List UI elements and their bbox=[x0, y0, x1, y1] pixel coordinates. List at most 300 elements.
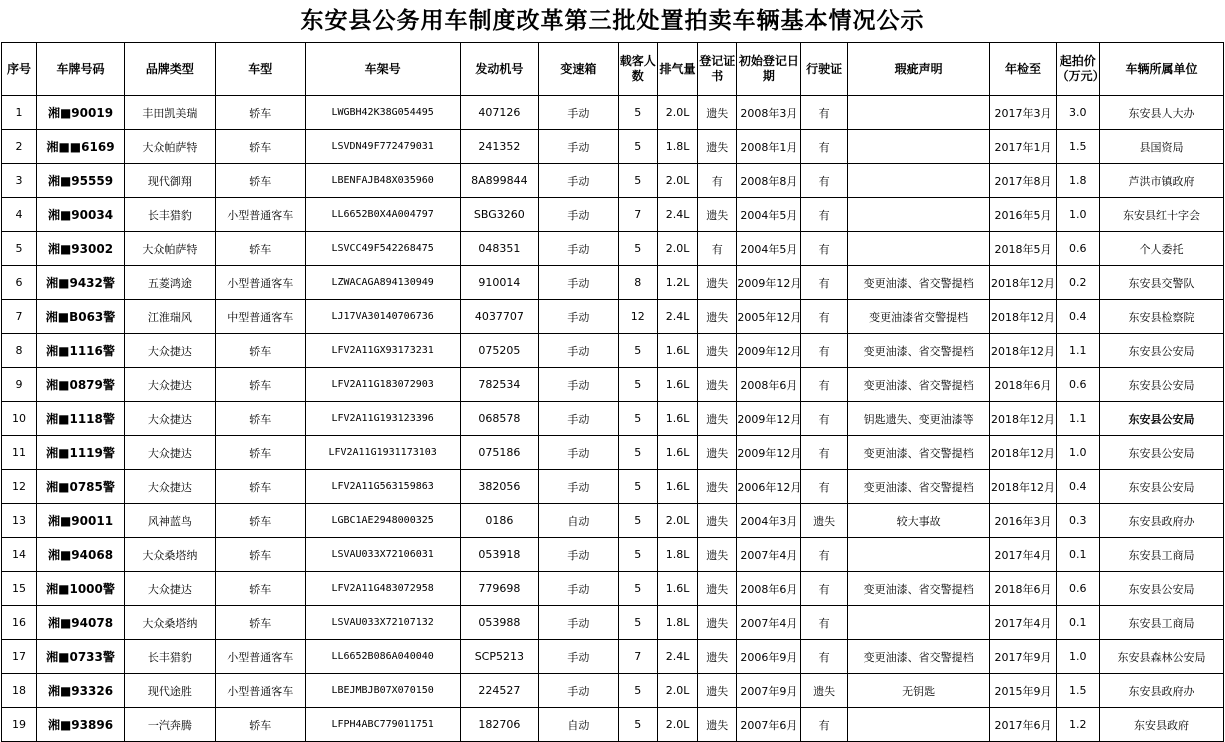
cell-plate: 湘■90011 bbox=[37, 504, 125, 538]
cell-displacement: 1.8L bbox=[657, 606, 697, 640]
cell-vehicle-type: 中型普通客车 bbox=[215, 300, 305, 334]
cell-engine-no: 241352 bbox=[460, 130, 539, 164]
cell-displacement: 2.4L bbox=[657, 300, 697, 334]
cell-seats: 5 bbox=[618, 572, 657, 606]
table-row bbox=[2, 674, 1224, 708]
table-row bbox=[2, 504, 1224, 538]
cell-first-registration-date: 2004年3月 bbox=[737, 504, 801, 538]
cell-displacement: 1.6L bbox=[657, 470, 697, 504]
cell-serial: 6 bbox=[2, 266, 37, 300]
cell-seats: 5 bbox=[618, 436, 657, 470]
cell-owner-unit: 东安县公安局 bbox=[1099, 470, 1223, 504]
cell-inspection-until: 2017年4月 bbox=[990, 606, 1056, 640]
cell-inspection-until: 2017年4月 bbox=[990, 538, 1056, 572]
cell-serial: 4 bbox=[2, 198, 37, 232]
cell-vehicle-type: 轿车 bbox=[215, 606, 305, 640]
cell-driving-license: 有 bbox=[801, 436, 847, 470]
cell-driving-license: 有 bbox=[801, 368, 847, 402]
cell-driving-license: 有 bbox=[801, 708, 847, 742]
cell-transmission: 自动 bbox=[539, 708, 619, 742]
cell-serial: 3 bbox=[2, 164, 37, 198]
cell-starting-price: 1.0 bbox=[1056, 640, 1099, 674]
cell-vin: LSVAU033X72106031 bbox=[305, 538, 460, 572]
cell-starting-price: 0.4 bbox=[1056, 300, 1099, 334]
cell-brand: 大众桑塔纳 bbox=[124, 606, 215, 640]
cell-displacement: 2.0L bbox=[657, 96, 697, 130]
cell-displacement: 2.0L bbox=[657, 674, 697, 708]
cell-owner-unit: 东安县公安局 bbox=[1099, 572, 1223, 606]
cell-serial: 19 bbox=[2, 708, 37, 742]
cell-registration-cert: 遗失 bbox=[698, 708, 737, 742]
cell-transmission: 手动 bbox=[539, 436, 619, 470]
cell-inspection-until: 2018年6月 bbox=[990, 368, 1056, 402]
cell-first-registration-date: 2007年4月 bbox=[737, 538, 801, 572]
cell-displacement: 1.6L bbox=[657, 368, 697, 402]
cell-first-registration-date: 2008年6月 bbox=[737, 572, 801, 606]
cell-starting-price: 0.4 bbox=[1056, 470, 1099, 504]
cell-engine-no: 4037707 bbox=[460, 300, 539, 334]
cell-vehicle-type: 小型普通客车 bbox=[215, 266, 305, 300]
cell-seats: 5 bbox=[618, 164, 657, 198]
table-row bbox=[2, 164, 1224, 198]
cell-driving-license: 有 bbox=[801, 334, 847, 368]
header-vehicle-type: 车型 bbox=[215, 43, 305, 96]
cell-brand: 大众捷达 bbox=[124, 402, 215, 436]
cell-seats: 8 bbox=[618, 266, 657, 300]
cell-serial: 15 bbox=[2, 572, 37, 606]
cell-vin: LBENFAJB48X035960 bbox=[305, 164, 460, 198]
header-engine-no: 发动机号 bbox=[460, 43, 539, 96]
cell-serial: 16 bbox=[2, 606, 37, 640]
cell-inspection-until: 2018年12月 bbox=[990, 334, 1056, 368]
cell-registration-cert: 遗失 bbox=[698, 368, 737, 402]
header-starting-price: 起拍价（万元） bbox=[1056, 43, 1099, 96]
cell-seats: 7 bbox=[618, 640, 657, 674]
cell-serial: 17 bbox=[2, 640, 37, 674]
cell-engine-no: 075205 bbox=[460, 334, 539, 368]
cell-displacement: 2.0L bbox=[657, 164, 697, 198]
cell-engine-no: 910014 bbox=[460, 266, 539, 300]
cell-inspection-until: 2018年5月 bbox=[990, 232, 1056, 266]
cell-defect-statement: 变更油漆、省交警提档 bbox=[847, 436, 990, 470]
cell-defect-statement bbox=[847, 164, 990, 198]
cell-vehicle-type: 轿车 bbox=[215, 470, 305, 504]
cell-driving-license: 有 bbox=[801, 198, 847, 232]
table-row bbox=[2, 198, 1224, 232]
cell-serial: 5 bbox=[2, 232, 37, 266]
cell-plate: 湘■1116警 bbox=[37, 334, 125, 368]
cell-plate: 湘■1119警 bbox=[37, 436, 125, 470]
cell-owner-unit: 东安县工商局 bbox=[1099, 538, 1223, 572]
cell-inspection-until: 2018年12月 bbox=[990, 266, 1056, 300]
cell-transmission: 自动 bbox=[539, 504, 619, 538]
cell-defect-statement: 变更油漆、省交警提档 bbox=[847, 640, 990, 674]
cell-registration-cert: 遗失 bbox=[698, 266, 737, 300]
cell-transmission: 手动 bbox=[539, 334, 619, 368]
cell-vehicle-type: 轿车 bbox=[215, 368, 305, 402]
cell-first-registration-date: 2007年9月 bbox=[737, 674, 801, 708]
cell-vin: LFPH4ABC779011751 bbox=[305, 708, 460, 742]
cell-seats: 5 bbox=[618, 96, 657, 130]
cell-seats: 5 bbox=[618, 232, 657, 266]
cell-engine-no: 382056 bbox=[460, 470, 539, 504]
cell-driving-license: 有 bbox=[801, 232, 847, 266]
cell-transmission: 手动 bbox=[539, 164, 619, 198]
cell-defect-statement: 变更油漆、省交警提档 bbox=[847, 572, 990, 606]
header-serial: 序号 bbox=[2, 43, 37, 96]
cell-serial: 9 bbox=[2, 368, 37, 402]
cell-transmission: 手动 bbox=[539, 572, 619, 606]
cell-vin: LGBC1AE2948000325 bbox=[305, 504, 460, 538]
cell-owner-unit: 东安县人大办 bbox=[1099, 96, 1223, 130]
cell-seats: 5 bbox=[618, 130, 657, 164]
cell-inspection-until: 2017年8月 bbox=[990, 164, 1056, 198]
cell-registration-cert: 遗失 bbox=[698, 402, 737, 436]
cell-starting-price: 3.0 bbox=[1056, 96, 1099, 130]
cell-transmission: 手动 bbox=[539, 606, 619, 640]
cell-driving-license: 有 bbox=[801, 470, 847, 504]
cell-vin: LWGBH42K38G054495 bbox=[305, 96, 460, 130]
cell-vin: LSVCC49F542268475 bbox=[305, 232, 460, 266]
cell-defect-statement bbox=[847, 96, 990, 130]
cell-vin: LFV2A11GX93173231 bbox=[305, 334, 460, 368]
cell-engine-no: 779698 bbox=[460, 572, 539, 606]
cell-vehicle-type: 小型普通客车 bbox=[215, 674, 305, 708]
cell-owner-unit: 东安县政府 bbox=[1099, 708, 1223, 742]
cell-brand: 现代御翔 bbox=[124, 164, 215, 198]
cell-first-registration-date: 2005年12月 bbox=[737, 300, 801, 334]
cell-vehicle-type: 轿车 bbox=[215, 96, 305, 130]
cell-registration-cert: 遗失 bbox=[698, 572, 737, 606]
cell-starting-price: 1.2 bbox=[1056, 708, 1099, 742]
cell-inspection-until: 2017年9月 bbox=[990, 640, 1056, 674]
cell-defect-statement bbox=[847, 538, 990, 572]
table-row bbox=[2, 572, 1224, 606]
cell-first-registration-date: 2009年12月 bbox=[737, 334, 801, 368]
cell-inspection-until: 2018年12月 bbox=[990, 300, 1056, 334]
cell-transmission: 手动 bbox=[539, 266, 619, 300]
cell-inspection-until: 2015年9月 bbox=[990, 674, 1056, 708]
table-row bbox=[2, 368, 1224, 402]
cell-registration-cert: 遗失 bbox=[698, 470, 737, 504]
cell-owner-unit: 东安县检察院 bbox=[1099, 300, 1223, 334]
cell-inspection-until: 2017年1月 bbox=[990, 130, 1056, 164]
cell-plate: 湘■B063警 bbox=[37, 300, 125, 334]
cell-defect-statement bbox=[847, 130, 990, 164]
cell-first-registration-date: 2004年5月 bbox=[737, 232, 801, 266]
cell-first-registration-date: 2009年12月 bbox=[737, 436, 801, 470]
cell-starting-price: 1.8 bbox=[1056, 164, 1099, 198]
cell-starting-price: 0.1 bbox=[1056, 538, 1099, 572]
cell-transmission: 手动 bbox=[539, 470, 619, 504]
cell-registration-cert: 遗失 bbox=[698, 130, 737, 164]
cell-plate: 湘■1118警 bbox=[37, 402, 125, 436]
cell-brand: 江淮瑞风 bbox=[124, 300, 215, 334]
cell-brand: 长丰猎豹 bbox=[124, 640, 215, 674]
cell-registration-cert: 遗失 bbox=[698, 300, 737, 334]
cell-defect-statement bbox=[847, 198, 990, 232]
cell-transmission: 手动 bbox=[539, 368, 619, 402]
cell-starting-price: 1.0 bbox=[1056, 198, 1099, 232]
table-row bbox=[2, 470, 1224, 504]
cell-vin: LL6652B0X4A004797 bbox=[305, 198, 460, 232]
cell-seats: 5 bbox=[618, 708, 657, 742]
cell-displacement: 2.0L bbox=[657, 232, 697, 266]
cell-plate: 湘■94078 bbox=[37, 606, 125, 640]
cell-plate: 湘■93326 bbox=[37, 674, 125, 708]
table-row bbox=[2, 232, 1224, 266]
cell-displacement: 2.0L bbox=[657, 708, 697, 742]
cell-brand: 大众捷达 bbox=[124, 368, 215, 402]
cell-first-registration-date: 2009年12月 bbox=[737, 266, 801, 300]
cell-engine-no: 182706 bbox=[460, 708, 539, 742]
cell-owner-unit: 东安县森林公安局 bbox=[1099, 640, 1223, 674]
cell-vehicle-type: 轿车 bbox=[215, 164, 305, 198]
cell-displacement: 1.8L bbox=[657, 538, 697, 572]
header-owner-unit: 车辆所属单位 bbox=[1099, 43, 1223, 96]
cell-brand: 大众帕萨特 bbox=[124, 130, 215, 164]
cell-driving-license: 有 bbox=[801, 164, 847, 198]
cell-serial: 11 bbox=[2, 436, 37, 470]
cell-starting-price: 1.5 bbox=[1056, 130, 1099, 164]
cell-owner-unit: 芦洪市镇政府 bbox=[1099, 164, 1223, 198]
cell-engine-no: 224527 bbox=[460, 674, 539, 708]
cell-owner-unit: 东安县公安局 bbox=[1099, 436, 1223, 470]
cell-driving-license: 有 bbox=[801, 572, 847, 606]
cell-driving-license: 有 bbox=[801, 402, 847, 436]
cell-vehicle-type: 小型普通客车 bbox=[215, 198, 305, 232]
cell-owner-unit: 东安县红十字会 bbox=[1099, 198, 1223, 232]
cell-engine-no: 068578 bbox=[460, 402, 539, 436]
cell-defect-statement bbox=[847, 606, 990, 640]
cell-plate: 湘■0785警 bbox=[37, 470, 125, 504]
cell-inspection-until: 2016年5月 bbox=[990, 198, 1056, 232]
cell-defect-statement: 无钥匙 bbox=[847, 674, 990, 708]
header-first-registration-date: 初始登记日期 bbox=[737, 43, 801, 96]
cell-transmission: 手动 bbox=[539, 640, 619, 674]
cell-vin: LL6652B086A040040 bbox=[305, 640, 460, 674]
cell-driving-license: 遗失 bbox=[801, 504, 847, 538]
cell-engine-no: 782534 bbox=[460, 368, 539, 402]
cell-seats: 12 bbox=[618, 300, 657, 334]
cell-starting-price: 0.6 bbox=[1056, 368, 1099, 402]
cell-starting-price: 0.6 bbox=[1056, 232, 1099, 266]
cell-defect-statement: 变更油漆、省交警提档 bbox=[847, 266, 990, 300]
cell-defect-statement: 较大事故 bbox=[847, 504, 990, 538]
table-row bbox=[2, 96, 1224, 130]
cell-plate: 湘■9432警 bbox=[37, 266, 125, 300]
table-row bbox=[2, 266, 1224, 300]
table-row bbox=[2, 402, 1224, 436]
cell-displacement: 2.4L bbox=[657, 640, 697, 674]
header-seats: 载客人数 bbox=[618, 43, 657, 96]
cell-starting-price: 0.3 bbox=[1056, 504, 1099, 538]
table-row bbox=[2, 130, 1224, 164]
cell-brand: 长丰猎豹 bbox=[124, 198, 215, 232]
cell-starting-price: 1.0 bbox=[1056, 436, 1099, 470]
cell-vehicle-type: 轿车 bbox=[215, 334, 305, 368]
cell-driving-license: 有 bbox=[801, 606, 847, 640]
cell-brand: 五菱鸿途 bbox=[124, 266, 215, 300]
cell-vehicle-type: 小型普通客车 bbox=[215, 640, 305, 674]
cell-vehicle-type: 轿车 bbox=[215, 708, 305, 742]
cell-inspection-until: 2017年3月 bbox=[990, 96, 1056, 130]
cell-driving-license: 有 bbox=[801, 300, 847, 334]
cell-owner-unit: 东安县政府办 bbox=[1099, 674, 1223, 708]
cell-plate: 湘■90019 bbox=[37, 96, 125, 130]
cell-starting-price: 1.1 bbox=[1056, 402, 1099, 436]
cell-brand: 大众桑塔纳 bbox=[124, 538, 215, 572]
cell-seats: 5 bbox=[618, 334, 657, 368]
cell-registration-cert: 遗失 bbox=[698, 198, 737, 232]
cell-vehicle-type: 轿车 bbox=[215, 402, 305, 436]
header-registration-cert: 登记证书 bbox=[698, 43, 737, 96]
cell-displacement: 1.6L bbox=[657, 334, 697, 368]
table-row bbox=[2, 606, 1224, 640]
vehicle-table bbox=[1, 42, 1224, 742]
cell-vin: LFV2A11G183072903 bbox=[305, 368, 460, 402]
cell-defect-statement: 变更油漆、省交警提档 bbox=[847, 368, 990, 402]
cell-plate: 湘■93896 bbox=[37, 708, 125, 742]
cell-inspection-until: 2018年12月 bbox=[990, 470, 1056, 504]
header-transmission: 变速箱 bbox=[539, 43, 619, 96]
cell-displacement: 2.4L bbox=[657, 198, 697, 232]
cell-first-registration-date: 2008年8月 bbox=[737, 164, 801, 198]
cell-defect-statement bbox=[847, 708, 990, 742]
cell-defect-statement: 变更油漆、省交警提档 bbox=[847, 470, 990, 504]
cell-vehicle-type: 轿车 bbox=[215, 504, 305, 538]
cell-registration-cert: 遗失 bbox=[698, 640, 737, 674]
cell-engine-no: 0186 bbox=[460, 504, 539, 538]
cell-serial: 14 bbox=[2, 538, 37, 572]
header-row bbox=[2, 43, 1224, 96]
cell-registration-cert: 遗失 bbox=[698, 436, 737, 470]
cell-registration-cert: 遗失 bbox=[698, 96, 737, 130]
cell-vin: LFV2A11G193123396 bbox=[305, 402, 460, 436]
cell-serial: 1 bbox=[2, 96, 37, 130]
cell-plate: 湘■93002 bbox=[37, 232, 125, 266]
cell-vehicle-type: 轿车 bbox=[215, 538, 305, 572]
cell-seats: 5 bbox=[618, 470, 657, 504]
table-row bbox=[2, 436, 1224, 470]
cell-plate: 湘■■6169 bbox=[37, 130, 125, 164]
cell-plate: 湘■95559 bbox=[37, 164, 125, 198]
cell-vin: LZWACAGA894130949 bbox=[305, 266, 460, 300]
cell-transmission: 手动 bbox=[539, 674, 619, 708]
cell-brand: 大众捷达 bbox=[124, 470, 215, 504]
cell-owner-unit: 东安县公安局 bbox=[1099, 402, 1223, 436]
cell-first-registration-date: 2008年3月 bbox=[737, 96, 801, 130]
table-row bbox=[2, 708, 1224, 742]
header-vin: 车架号 bbox=[305, 43, 460, 96]
cell-starting-price: 0.2 bbox=[1056, 266, 1099, 300]
cell-first-registration-date: 2004年5月 bbox=[737, 198, 801, 232]
cell-inspection-until: 2018年6月 bbox=[990, 572, 1056, 606]
cell-registration-cert: 遗失 bbox=[698, 504, 737, 538]
cell-starting-price: 1.5 bbox=[1056, 674, 1099, 708]
cell-engine-no: 048351 bbox=[460, 232, 539, 266]
cell-first-registration-date: 2006年12月 bbox=[737, 470, 801, 504]
header-inspection-until: 年检至 bbox=[990, 43, 1056, 96]
cell-brand: 大众捷达 bbox=[124, 334, 215, 368]
cell-serial: 7 bbox=[2, 300, 37, 334]
cell-first-registration-date: 2008年6月 bbox=[737, 368, 801, 402]
cell-vehicle-type: 轿车 bbox=[215, 572, 305, 606]
cell-engine-no: SBG3260 bbox=[460, 198, 539, 232]
page-title: 东安县公务用车制度改革第三批处置拍卖车辆基本情况公示 bbox=[300, 8, 925, 34]
cell-starting-price: 0.6 bbox=[1056, 572, 1099, 606]
cell-registration-cert: 遗失 bbox=[698, 674, 737, 708]
cell-plate: 湘■94068 bbox=[37, 538, 125, 572]
cell-registration-cert: 遗失 bbox=[698, 606, 737, 640]
cell-brand: 一汽奔腾 bbox=[124, 708, 215, 742]
cell-vin: LJ17VA30140706736 bbox=[305, 300, 460, 334]
cell-seats: 5 bbox=[618, 674, 657, 708]
cell-vehicle-type: 轿车 bbox=[215, 130, 305, 164]
header-brand: 品牌类型 bbox=[124, 43, 215, 96]
cell-starting-price: 0.1 bbox=[1056, 606, 1099, 640]
table-row bbox=[2, 300, 1224, 334]
cell-brand: 大众捷达 bbox=[124, 572, 215, 606]
cell-owner-unit: 个人委托 bbox=[1099, 232, 1223, 266]
cell-driving-license: 有 bbox=[801, 130, 847, 164]
cell-engine-no: 075186 bbox=[460, 436, 539, 470]
cell-vehicle-type: 轿车 bbox=[215, 232, 305, 266]
cell-inspection-until: 2017年6月 bbox=[990, 708, 1056, 742]
cell-engine-no: 8A899844 bbox=[460, 164, 539, 198]
cell-plate: 湘■0879警 bbox=[37, 368, 125, 402]
table-body bbox=[2, 96, 1224, 742]
table-row bbox=[2, 334, 1224, 368]
cell-driving-license: 遗失 bbox=[801, 674, 847, 708]
cell-seats: 7 bbox=[618, 198, 657, 232]
header-driving-license: 行驶证 bbox=[801, 43, 847, 96]
cell-brand: 风神蓝鸟 bbox=[124, 504, 215, 538]
cell-driving-license: 有 bbox=[801, 640, 847, 674]
cell-vin: LSVDN49F772479031 bbox=[305, 130, 460, 164]
cell-engine-no: 407126 bbox=[460, 96, 539, 130]
cell-registration-cert: 有 bbox=[698, 164, 737, 198]
cell-defect-statement: 变更油漆、省交警提档 bbox=[847, 334, 990, 368]
cell-vin: LBEJMBJB07X070150 bbox=[305, 674, 460, 708]
cell-transmission: 手动 bbox=[539, 538, 619, 572]
cell-vehicle-type: 轿车 bbox=[215, 436, 305, 470]
table-row bbox=[2, 640, 1224, 674]
cell-seats: 5 bbox=[618, 538, 657, 572]
cell-defect-statement: 变更油漆省交警提档 bbox=[847, 300, 990, 334]
cell-displacement: 1.6L bbox=[657, 572, 697, 606]
cell-vin: LFV2A11G483072958 bbox=[305, 572, 460, 606]
cell-engine-no: SCP5213 bbox=[460, 640, 539, 674]
cell-owner-unit: 东安县政府办 bbox=[1099, 504, 1223, 538]
cell-vin: LSVAU033X72107132 bbox=[305, 606, 460, 640]
cell-serial: 8 bbox=[2, 334, 37, 368]
cell-starting-price: 1.1 bbox=[1056, 334, 1099, 368]
header-displacement: 排气量 bbox=[657, 43, 697, 96]
cell-displacement: 1.6L bbox=[657, 436, 697, 470]
cell-first-registration-date: 2009年12月 bbox=[737, 402, 801, 436]
cell-seats: 5 bbox=[618, 402, 657, 436]
cell-defect-statement bbox=[847, 232, 990, 266]
cell-serial: 12 bbox=[2, 470, 37, 504]
cell-vin: LFV2A11G1931173103 bbox=[305, 436, 460, 470]
cell-inspection-until: 2018年12月 bbox=[990, 402, 1056, 436]
header-defect-statement: 瑕疵声明 bbox=[847, 43, 990, 96]
cell-registration-cert: 遗失 bbox=[698, 334, 737, 368]
cell-seats: 5 bbox=[618, 504, 657, 538]
cell-first-registration-date: 2007年6月 bbox=[737, 708, 801, 742]
cell-seats: 5 bbox=[618, 368, 657, 402]
